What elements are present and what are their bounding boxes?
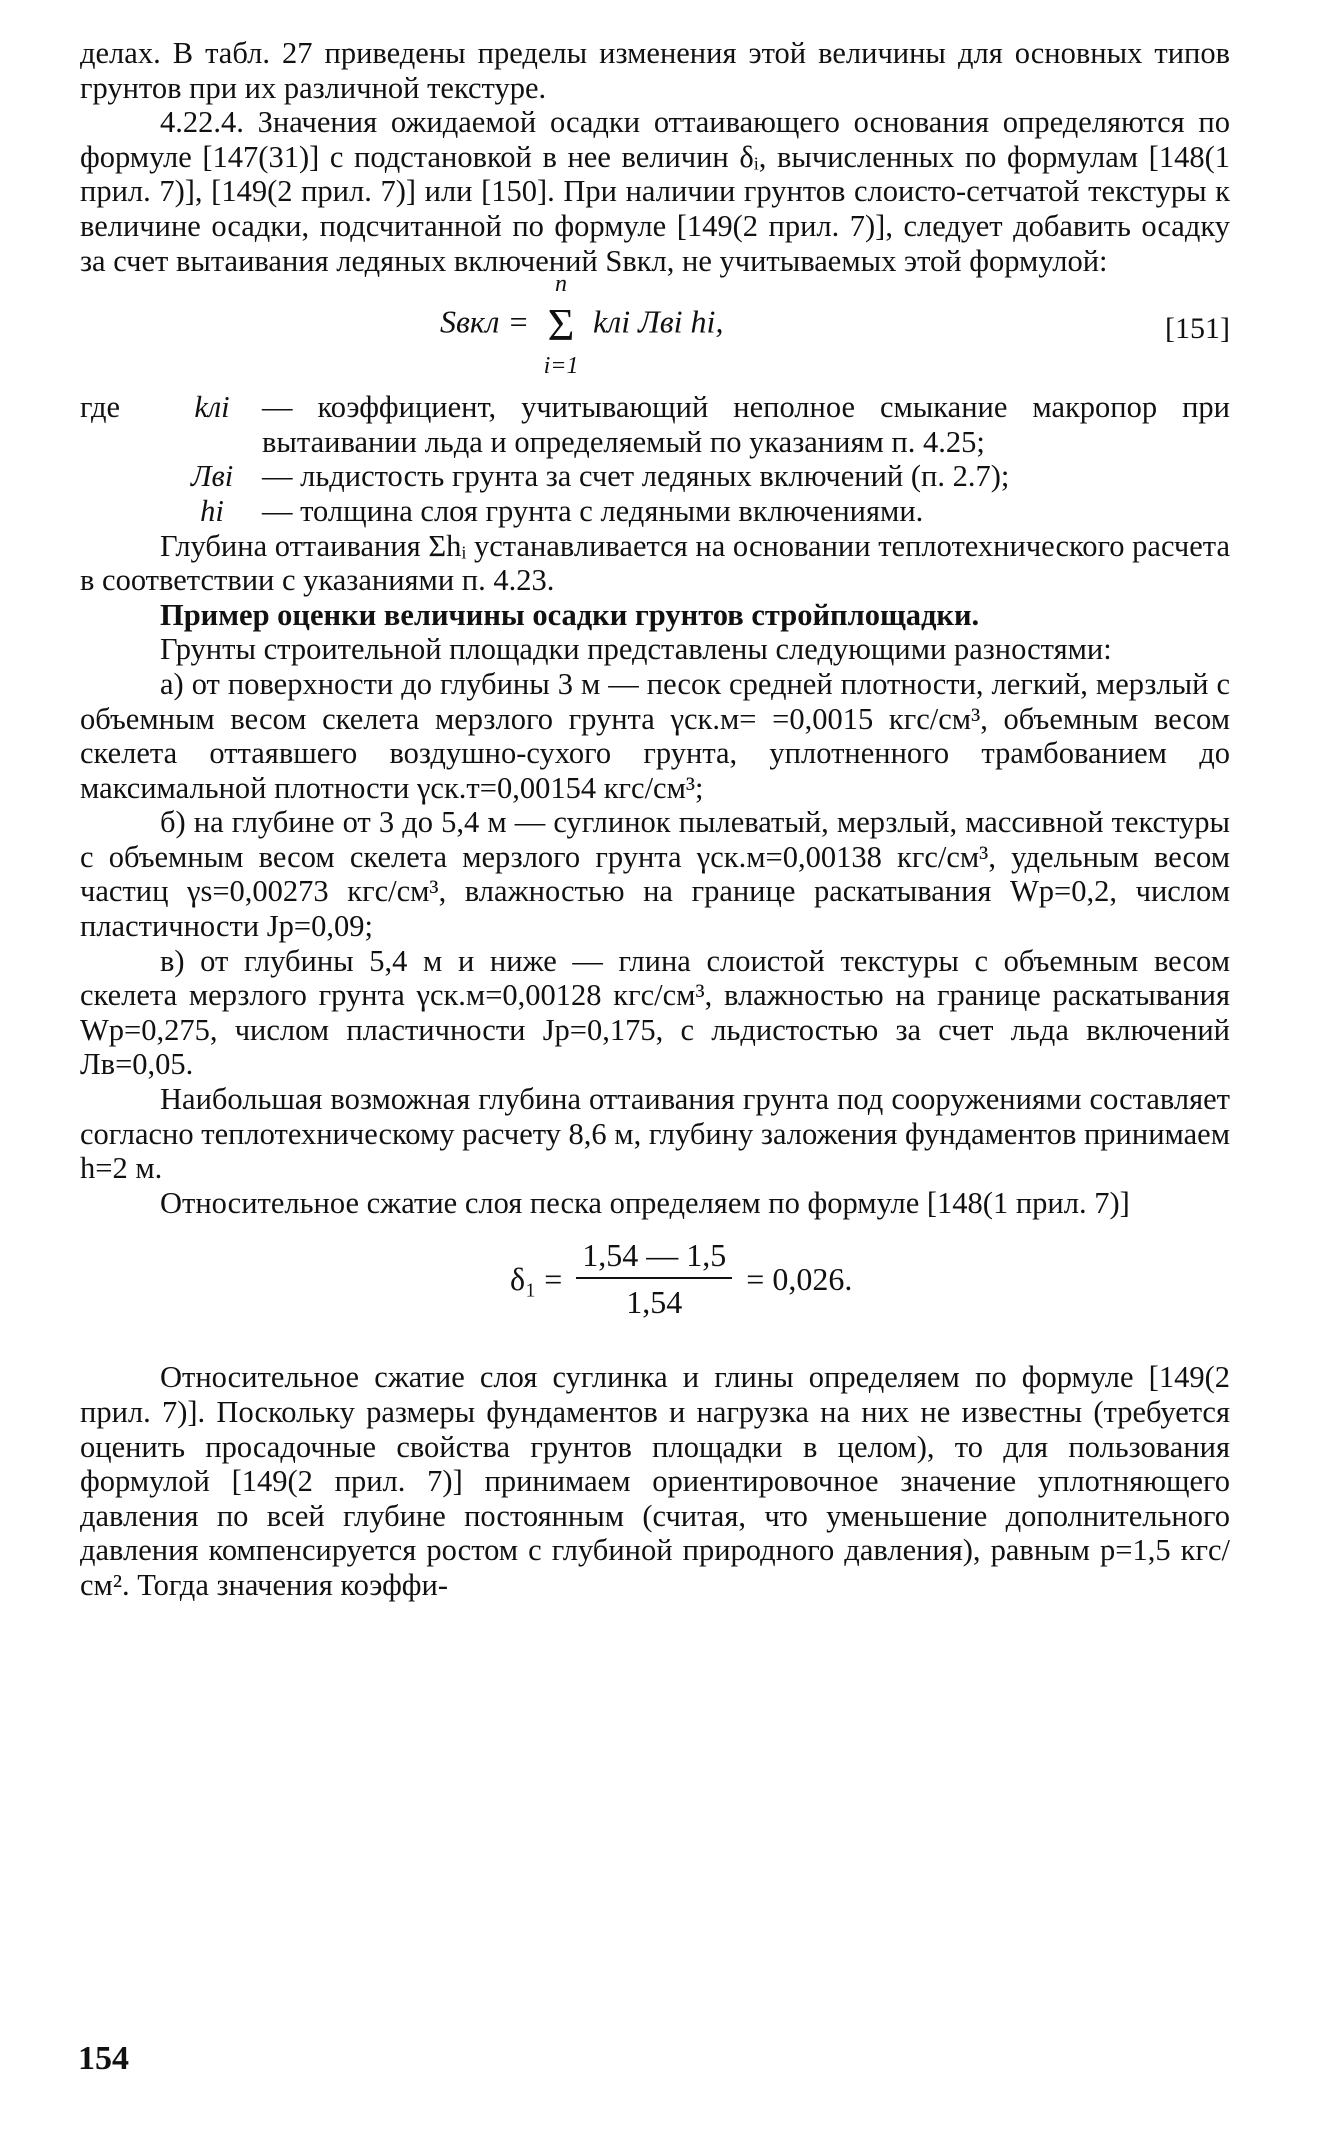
- formula-delta-lhs: δ₁ =: [510, 1260, 563, 1297]
- definition-text: — толщина слоя грунта с ледяными включениями.: [262, 493, 924, 528]
- formula-151: [80, 271, 1230, 390]
- formula-151-rhs: kлi Лвi hi,: [593, 303, 724, 340]
- fraction-numerator: 1,54 — 1,5: [576, 1238, 732, 1279]
- definition-row: [80, 459, 1230, 494]
- definition-symbol: kлi: [194, 390, 230, 425]
- paragraph-4-22-4: 4.22.4. Значения ожидаемой осадки оттаивающего основания определяются по формуле [147(31)] с подстановкой в нее величин δᵢ, вычисленных по формулам [148(1 прил. 7)], [149(2 прил. 7)] или [150]. При наличии грунтов слоисто-сетчатой текстуры к величине осадки, подсчитанной по формуле [149(2 прил. 7)], следует добавить осадку за счет вытаивания ледяных включений Sвкл, не учитываемых этой формулой:: [80, 105, 1230, 278]
- definition-text: — коэффициент, учитывающий неполное смыкание макропор при вытаивании льда и определяемый по указаниям п. 4.25;: [262, 390, 1230, 459]
- formula-151-number: [151]: [1165, 312, 1230, 346]
- definitions-list: [80, 390, 1230, 528]
- definition-symbol: hi: [200, 493, 224, 528]
- page-text: [80, 36, 1230, 1603]
- sum-upper-limit: n: [555, 271, 568, 298]
- definition-row: [80, 494, 1230, 529]
- paragraph-clay-compression: Относительное сжатие слоя суглинка и глины определяем по формуле [149(2 прил. 7)]. Поскольку размеры фундаментов и нагрузка на них не известны (требуется оценить просадочные свойства грунтов площадки в целом), то для пользования формулой [149(2 прил. 7)] принимаем ориентировочное значение уплотняющего давления по всей глубине постоянным (считая, что уменьшение дополнительного давления компенсируется ростом с глубиной природного давления), равным p=1,5 кгс/см². Тогда значения коэффи-: [80, 1360, 1230, 1602]
- paragraph-thaw-depth: Глубина оттаивания Σhᵢ устанавливается на основании теплотехнического расчета в соответствии с указаниями п. 4.23.: [80, 528, 1230, 598]
- list-item-c: в) от глубины 5,4 м и ниже — глина слоистой текстуры с объемным весом скелета мерзлого грунта γск.м=0,00128 кгс/см³, влажностью на границе раскатывания Wр=0,275, числом пластичности Jр=0,175, с льдистостью за счет льда включений Лв=0,05.: [80, 943, 1230, 1082]
- list-item-b: б) на глубине от 3 до 5,4 м — суглинок пылеватый, мерзлый, массивной текстуры с объемным весом скелета мерзлого грунта γск.м=0,00138 кгс/см³, удельным весом частиц γs=0,00273 кгс/см³, влажностью на границе раскатывания Wр=0,2, числом пластичности Jр=0,09;: [80, 805, 1230, 944]
- formula-delta-rhs: = 0,026.: [746, 1260, 853, 1297]
- list-item-a: а) от поверхности до глубины 3 м — песок средней плотности, легкий, мерзлый с объемным весом скелета мерзлого грунта γск.м= =0,0015 кгс/см³, объемным весом скелета оттаявшего воздушно-сухого грунта, уплотненного трамбованием до максимальной плотности γск.т=0,00154 кгс/см³;: [80, 666, 1230, 805]
- sum-sign: Σ n i=1: [537, 302, 585, 348]
- paragraph-sand-compression: Относительное сжатие слоя песка определяем по формуле [148(1 прил. 7)]: [160, 1185, 1130, 1220]
- fraction: [576, 1238, 732, 1319]
- sum-lower-limit: i=1: [543, 353, 579, 380]
- definition-text: — льдистость грунта за счет ледяных включений (п. 2.7);: [262, 459, 1010, 494]
- where-label: где: [80, 390, 121, 425]
- formula-151-lhs: Sвкл =: [440, 303, 530, 340]
- page-number: 154: [78, 2040, 129, 2077]
- fraction-denominator: 1,54: [626, 1284, 683, 1320]
- example-heading: Пример оценки величины осадки грунтов стройплощадки.: [160, 597, 980, 632]
- formula-151-body: [440, 271, 724, 380]
- paragraph-soils: Грунты строительной площадки представлены следующими разностями:: [160, 632, 1112, 667]
- definition-row: [80, 390, 1230, 459]
- formula-delta: [80, 1220, 1230, 1360]
- paragraph-thaw-max: Наибольшая возможная глубина оттаивания грунта под сооружениями составляет согласно теплотехническому расчету 8,6 м, глубину заложения фундаментов принимаем h=2 м.: [80, 1082, 1230, 1186]
- paragraph-intro: делах. В табл. 27 приведены пределы изменения этой величины для основных типов грунтов при их различной текстуре.: [80, 36, 1230, 105]
- formula-delta-body: [510, 1238, 852, 1319]
- definition-symbol: Лвi: [190, 459, 234, 494]
